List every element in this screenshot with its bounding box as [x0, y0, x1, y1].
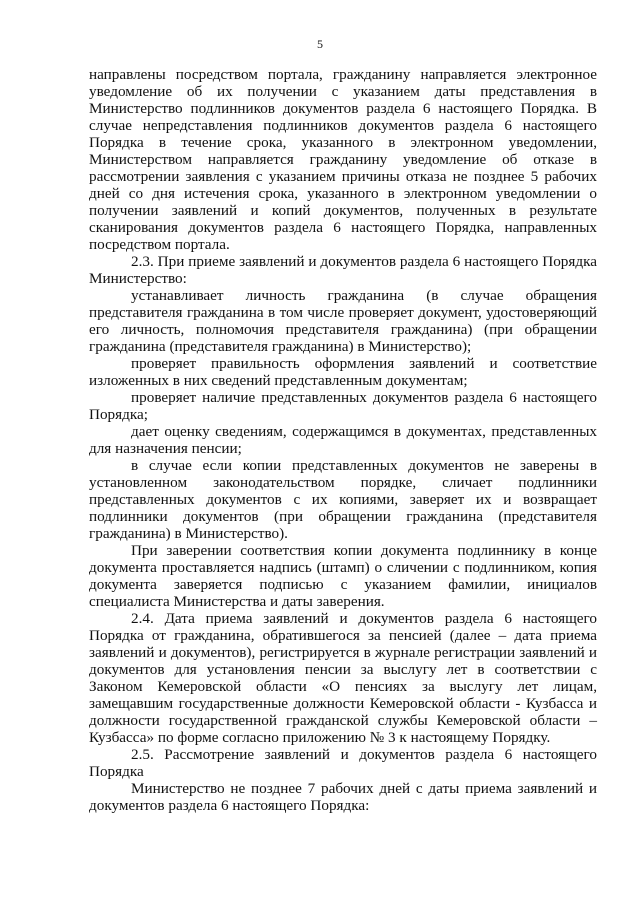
paragraph-assessment: дает оценку сведениям, содержащимся в документах, представленных для назначения пенсии; — [89, 423, 597, 457]
document-body — [89, 66, 597, 814]
page-number: 5 — [317, 37, 323, 51]
paragraph-ministry-deadline: Министерство не позднее 7 рабочих дней с даты приема заявлений и документов раздела 6 настоящего Порядка: — [89, 780, 597, 814]
paragraph-documents-check: проверяет наличие представленных документов раздела 6 настоящего Порядка; — [89, 389, 597, 423]
paragraph-portal-notification: направлены посредством портала, гражданину направляется электронное уведомление об их получении с указанием даты представления в Министерство подлинников документов раздела 6 настоящего Порядка. В случае непредставления подлинников документов раздела 6 настоящего Порядка в течение срока, указанного в электронном уведомлении, Министерством направляется гражданину уведомление об отказе в рассмотрении заявления с указанием причины отказа не позднее 5 рабочих дней со дня истечения срока, указанного в электронном уведомлении о получении заявлений и копий документов, полученных в результате сканирования документов раздела 6 настоящего Порядка, направленных посредством портала. — [89, 66, 597, 253]
paragraph-form-check: проверяет правильность оформления заявлений и соответствие изложенных в них сведений представленным документам; — [89, 355, 597, 389]
paragraph-section-2-4: 2.4. Дата приема заявлений и документов раздела 6 настоящего Порядка от гражданина, обратившегося за пенсией (далее – дата приема заявлений и документов), регистрируется в журнале регистрации заявлений и документов для установления пенсии за выслугу лет в соответствии с Законом Кемеровской области «О пенсиях за выслугу лет лицам, замещавшим государственные должности Кемеровской области - Кузбасса и должности государственной гражданской службы Кемеровской области – Кузбасса» по форме согласно приложению № 3 к настоящему Порядку. — [89, 610, 597, 746]
paragraph-stamp: При заверении соответствия копии документа подлиннику в конце документа проставляется надпись (штамп) о сличении с подлинником, копия документа заверяется подписью с указанием фамилии, инициалов специалиста Министерства и даты заверения. — [89, 542, 597, 610]
paragraph-section-2-5: 2.5. Рассмотрение заявлений и документов раздела 6 настоящего Порядка — [89, 746, 597, 780]
paragraph-copy-certification: в случае если копии представленных документов не заверены в установленном законодательством порядке, сличает подлинники представленных документов с их копиями, заверяет их и возвращает подлинники документов (при обращении гражданина (представителя гражданина) в Министерство). — [89, 457, 597, 542]
paragraph-section-2-3: 2.3. При приеме заявлений и документов раздела 6 настоящего Порядка Министерство: — [89, 253, 597, 287]
paragraph-identity-check: устанавливает личность гражданина (в случае обращения представителя гражданина в том числе проверяет документ, удостоверяющий его личность, полномочия представителя гражданина) (при обращении гражданина (представителя гражданина) в Министерство); — [89, 287, 597, 355]
